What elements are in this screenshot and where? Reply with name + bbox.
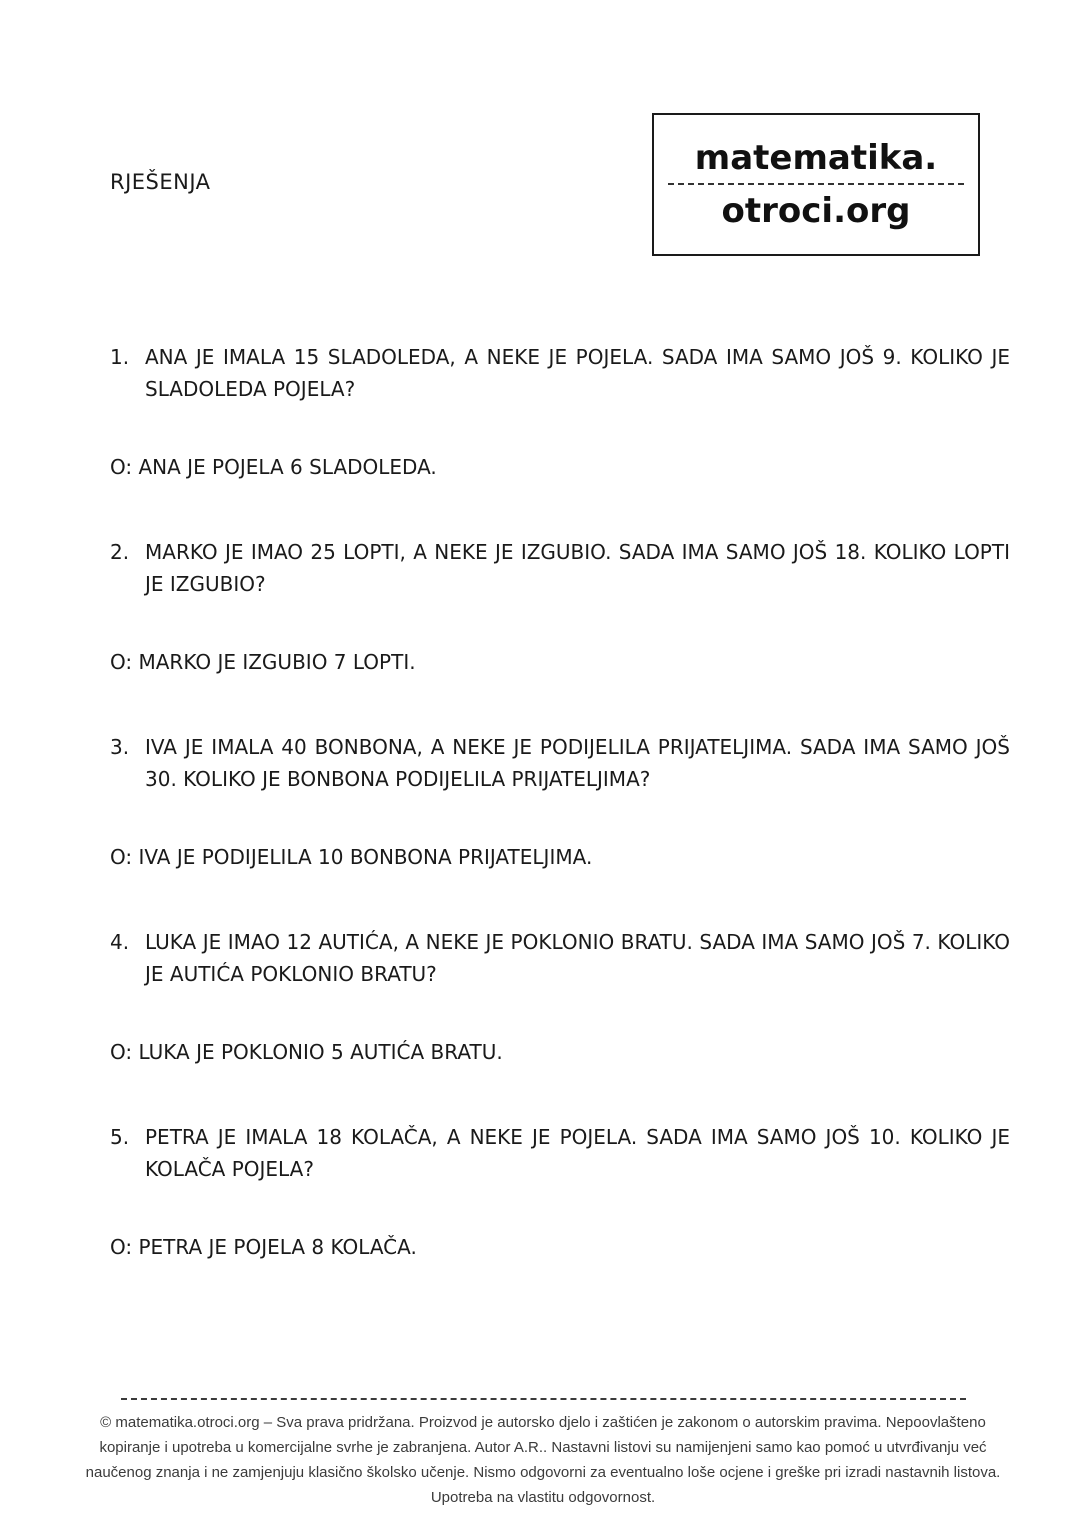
problem-item bbox=[110, 536, 1010, 678]
problem-answer: O: MARKO JE IZGUBIO 7 LOPTI. bbox=[110, 650, 416, 674]
problem-number: 3. bbox=[110, 735, 130, 759]
problem-item bbox=[110, 341, 1010, 483]
problem-answer: O: IVA JE PODIJELILA 10 BONBONA PRIJATELJIMA. bbox=[110, 845, 593, 869]
copyright-text: © matematika.otroci.org – Sva prava pridržana. Proizvod je autorsko djelo i zaštićen je zakonom o autorskim pravima. Nepoovlašteno kopiranje i upotreba u komercijalne svrhe je zabranjena. Autor A.R.. Nastavni listovi su namijenjeni samo kao pomoć u utvrđivanju već naučenog znanja i ne zamjenjuju klasično školsko učenje. Nismo odgovorni za eventualno loše ocjene i greške pri izradi nastavnih listova. Upotreba na vlastitu odgovornost. bbox=[85, 1414, 1001, 1506]
problem-number: 5. bbox=[110, 1125, 130, 1149]
question-row bbox=[110, 926, 1010, 990]
logo-box bbox=[652, 113, 980, 256]
problem-question: IVA JE IMALA 40 BONBONA, A NEKE JE PODIJELILA PRIJATELJIMA. SADA IMA SAMO JOŠ 30. KOLIKO JE BONBONA PODIJELILA PRIJATELJIMA? bbox=[145, 735, 1010, 791]
problem-item bbox=[110, 926, 1010, 1068]
problem-item bbox=[110, 1121, 1010, 1263]
question-row bbox=[110, 1121, 1010, 1185]
page-title: RJEŠENJA bbox=[110, 170, 211, 194]
problem-item bbox=[110, 731, 1010, 873]
problem-question: LUKA JE IMAO 12 AUTIĆA, A NEKE JE POKLONIO BRATU. SADA IMA SAMO JOŠ 7. KOLIKO JE AUTIĆA POKLONIO BRATU? bbox=[145, 930, 1010, 986]
problem-question: MARKO JE IMAO 25 LOPTI, A NEKE JE IZGUBIO. SADA IMA SAMO JOŠ 18. KOLIKO LOPTI JE IZGUBIO? bbox=[145, 540, 1010, 596]
question-row bbox=[110, 731, 1010, 795]
problem-number: 2. bbox=[110, 540, 130, 564]
problem-number: 1. bbox=[110, 345, 130, 369]
problem-answer: O: LUKA JE POKLONIO 5 AUTIĆA BRATU. bbox=[110, 1040, 503, 1064]
question-row bbox=[110, 536, 1010, 600]
logo-text-bottom: otroci.org bbox=[721, 190, 911, 231]
problems-list bbox=[110, 341, 1010, 1316]
footer-divider bbox=[121, 1398, 966, 1400]
logo-text-top: matematika. bbox=[694, 137, 938, 178]
problem-question: PETRA JE IMALA 18 KOLAČA, A NEKE JE POJELA. SADA IMA SAMO JOŠ 10. KOLIKO JE KOLAČA POJELA? bbox=[145, 1125, 1010, 1181]
logo-divider bbox=[668, 183, 964, 185]
footer bbox=[83, 1398, 1003, 1510]
problem-answer: O: PETRA JE POJELA 8 KOLAČA. bbox=[110, 1235, 417, 1259]
problem-question: ANA JE IMALA 15 SLADOLEDA, A NEKE JE POJELA. SADA IMA SAMO JOŠ 9. KOLIKO JE SLADOLEDA POJELA? bbox=[145, 345, 1010, 401]
problem-number: 4. bbox=[110, 930, 130, 954]
question-row bbox=[110, 341, 1010, 405]
problem-answer: O: ANA JE POJELA 6 SLADOLEDA. bbox=[110, 455, 437, 479]
